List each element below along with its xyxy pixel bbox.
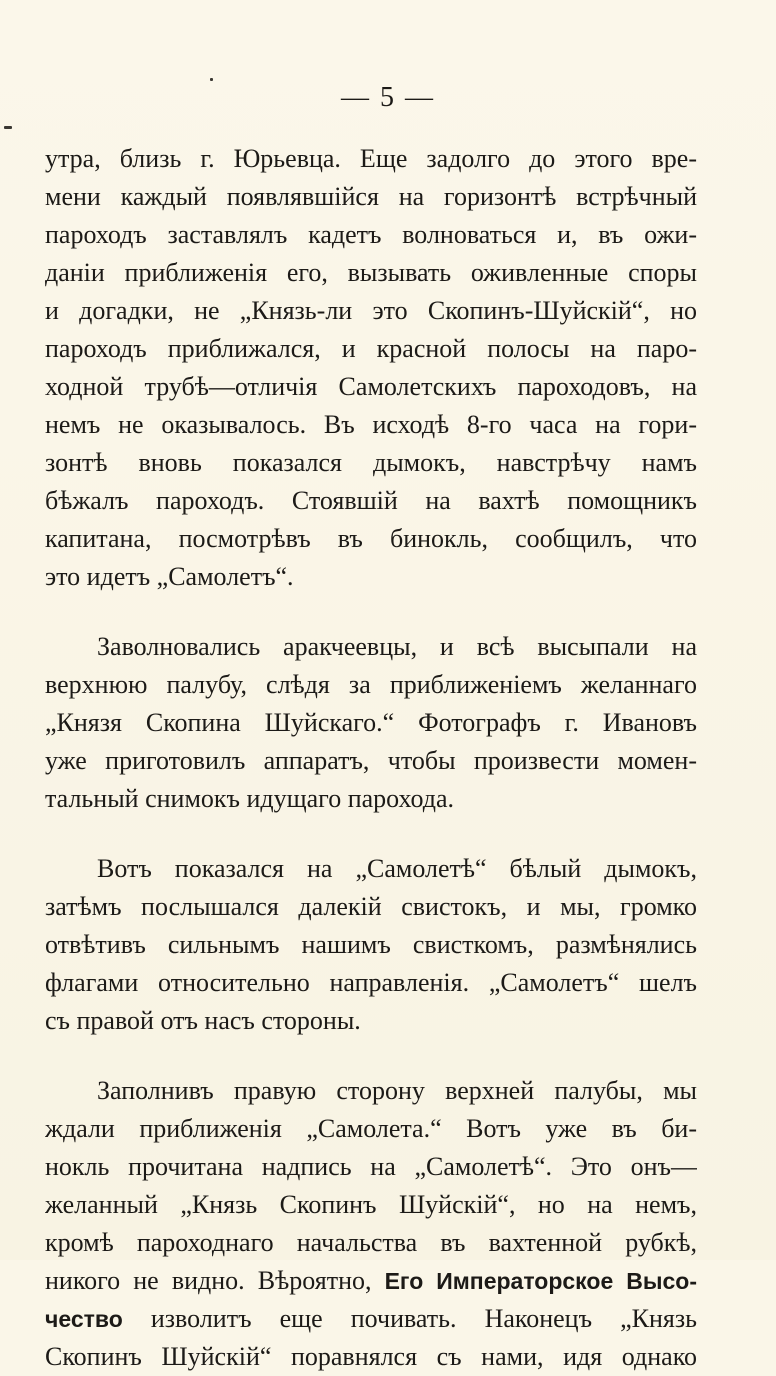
paragraph-2 xyxy=(45,628,697,818)
text-line: ходной трубѣ—отличія Самолетскихъ пароходовъ, на xyxy=(45,372,697,401)
text-line: ждали приближенія „Самолета.“ Вотъ уже въ би- xyxy=(45,1114,697,1143)
margin-mark xyxy=(4,126,12,129)
text-line: желанный „Князь Скопинъ Шуйскій“, но на немъ, xyxy=(45,1190,697,1219)
page-number: — 5 — xyxy=(341,82,435,113)
text-line: кромѣ пароходнаго начальства въ вахтенной рубкѣ, xyxy=(45,1228,697,1257)
text-line: утра, близь г. Юрьевца. Еще задолго до этого вре- xyxy=(45,144,697,173)
text-line: и догадки, не „Князь-ли это Скопинъ-Шуйскій“, но xyxy=(45,296,697,325)
bold-title-run: чество xyxy=(45,1306,123,1332)
text-line: Заволновались аракчеевцы, и всѣ высыпали на xyxy=(97,632,697,661)
text-line-with-bold xyxy=(45,1300,697,1338)
text-line: затѣмъ послышался далекій свистокъ, и мы, громко xyxy=(45,892,697,921)
text-line: бѣжалъ пароходъ. Стоявшій на вахтѣ помощникъ xyxy=(45,486,697,515)
text-line: съ правой отъ насъ стороны. xyxy=(45,1006,361,1035)
paragraph-gap xyxy=(45,596,697,628)
paragraph-gap xyxy=(45,1040,697,1072)
text-run: изволитъ еще почивать. Наконецъ „Князь xyxy=(122,1304,697,1333)
text-line: отвѣтивъ сильнымъ нашимъ свисткомъ, размѣнялись xyxy=(45,930,697,959)
paragraph-3 xyxy=(45,850,697,1040)
paragraph-4 xyxy=(45,1072,697,1376)
paragraph-gap xyxy=(45,818,697,850)
text-line: тальный снимокъ идущаго парохода. xyxy=(45,784,455,813)
text-line: даніи приближенія его, вызывать оживленные споры xyxy=(45,258,697,287)
text-line: Скопинъ Шуйскій“ поравнялся съ нами, идя однако xyxy=(45,1342,697,1371)
bold-title-run: Его Императорское Высо- xyxy=(384,1268,697,1294)
print-speck xyxy=(210,78,213,81)
text-line: зонтѣ вновь показался дымокъ, навстрѣчу намъ xyxy=(45,448,697,477)
text-line: уже приготовилъ аппаратъ, чтобы произвести момен- xyxy=(45,746,697,775)
text-line: капитана, посмотрѣвъ въ бинокль, сообщилъ, что xyxy=(45,524,697,553)
text-line-with-bold xyxy=(45,1262,697,1300)
body-text xyxy=(45,140,697,1376)
text-line: это идетъ „Самолетъ“. xyxy=(45,562,294,591)
text-line: мени каждый появлявшійся на горизонтѣ встрѣчный xyxy=(45,182,697,211)
text-line: верхнюю палубу, слѣдя за приближеніемъ желаннаго xyxy=(45,670,697,699)
text-line: „Князя Скопина Шуйскаго.“ Фотографъ г. Ивановъ xyxy=(45,708,697,737)
text-line: нокль прочитана надпись на „Самолетѣ“. Это онъ— xyxy=(45,1152,697,1181)
text-line: флагами относительно направленія. „Самолетъ“ шелъ xyxy=(45,968,697,997)
text-run: никого не видно. Вѣроятно, xyxy=(45,1266,385,1295)
text-line: Заполнивъ правую сторону верхней палубы, мы xyxy=(97,1076,697,1105)
text-line: Вотъ показался на „Самолетѣ“ бѣлый дымокъ, xyxy=(97,854,697,883)
paragraph-1 xyxy=(45,140,697,596)
text-line: пароходъ приближался, и красной полосы на паро- xyxy=(45,334,697,363)
text-line: пароходъ заставлялъ кадетъ волноваться и, въ ожи- xyxy=(45,220,697,249)
text-line: немъ не оказывалось. Въ исходѣ 8-го часа на гори- xyxy=(45,410,697,439)
